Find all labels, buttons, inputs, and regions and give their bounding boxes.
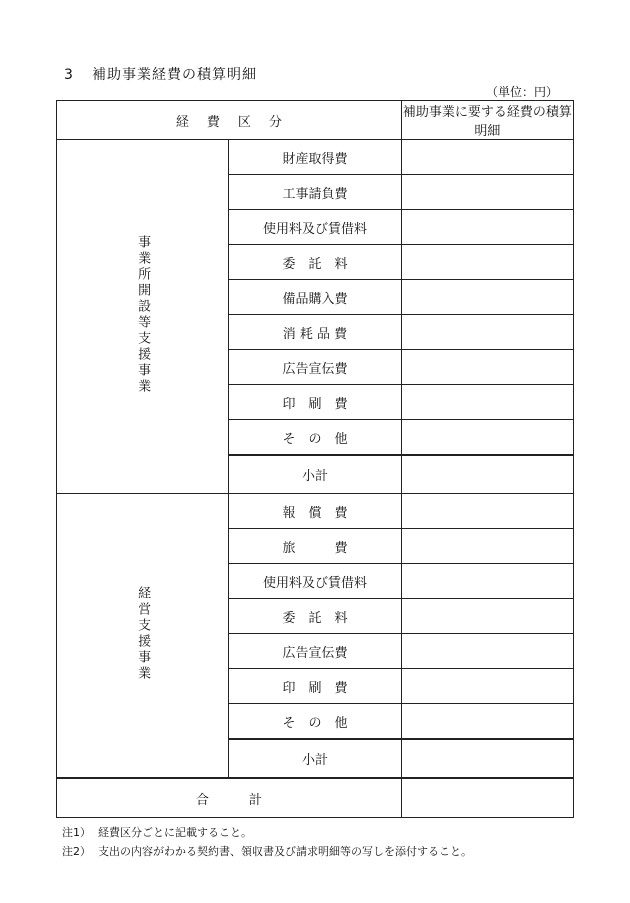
section2-category xyxy=(57,494,229,779)
detail-cell[interactable] xyxy=(401,385,573,420)
item-label: 旅 費 xyxy=(229,529,401,564)
section1-category xyxy=(57,140,229,494)
detail-cell[interactable] xyxy=(401,245,573,280)
item-label: そ の 他 xyxy=(229,704,401,740)
detail-cell[interactable] xyxy=(401,599,573,634)
note-2 xyxy=(62,842,472,861)
section-number: 3 xyxy=(64,67,74,83)
expense-table xyxy=(56,100,574,818)
item-label: 使用料及び賃借料 xyxy=(229,564,401,599)
section2-label: 経営支援事業 xyxy=(135,585,151,682)
total-cell[interactable] xyxy=(401,778,573,818)
header-category: 経費区分 xyxy=(57,101,402,140)
subtotal-label: 小計 xyxy=(229,739,401,778)
header-detail: 補助事業に要する経費の積算明細 xyxy=(401,101,573,140)
detail-cell[interactable] xyxy=(401,280,573,315)
item-label: 使用料及び賃借料 xyxy=(229,210,401,245)
detail-cell[interactable] xyxy=(401,634,573,669)
section1-label: 事業所開設等支援事業 xyxy=(135,234,151,395)
section-title: 補助事業経費の積算明細 xyxy=(92,67,257,83)
subtotal-cell[interactable] xyxy=(401,739,573,778)
note-1 xyxy=(62,823,472,842)
item-label: 工事請負費 xyxy=(229,175,401,210)
subtotal-cell[interactable] xyxy=(401,455,573,494)
table-row xyxy=(57,494,574,529)
total-row xyxy=(57,778,574,818)
item-label: 消 耗 品 費 xyxy=(229,315,401,350)
note-marker: 注1） xyxy=(62,826,91,839)
header-row xyxy=(57,101,574,140)
item-label: 印 刷 費 xyxy=(229,669,401,704)
item-label: 財産取得費 xyxy=(229,140,401,175)
unit-label: （単位：円） xyxy=(485,85,558,99)
detail-cell[interactable] xyxy=(401,669,573,704)
item-label: 委 託 料 xyxy=(229,245,401,280)
detail-cell[interactable] xyxy=(401,210,573,245)
total-label: 合計 xyxy=(57,778,402,818)
detail-cell[interactable] xyxy=(401,315,573,350)
item-label: 報 償 費 xyxy=(229,494,401,529)
subtotal-label: 小計 xyxy=(229,455,401,494)
note-marker: 注2） xyxy=(62,845,91,858)
page-title xyxy=(64,64,257,84)
table-row xyxy=(57,140,574,175)
note-text: 支出の内容がわかる契約書、領収書及び請求明細等の写しを添付すること。 xyxy=(98,845,472,858)
item-label: そ の 他 xyxy=(229,420,401,456)
detail-cell[interactable] xyxy=(401,175,573,210)
item-label: 広告宣伝費 xyxy=(229,350,401,385)
detail-cell[interactable] xyxy=(401,529,573,564)
item-label: 印 刷 費 xyxy=(229,385,401,420)
item-label: 備品購入費 xyxy=(229,280,401,315)
detail-cell[interactable] xyxy=(401,494,573,529)
detail-cell[interactable] xyxy=(401,350,573,385)
detail-cell[interactable] xyxy=(401,704,573,740)
detail-cell[interactable] xyxy=(401,140,573,175)
note-text: 経費区分ごとに記載すること。 xyxy=(98,826,252,839)
item-label: 委 託 料 xyxy=(229,599,401,634)
detail-cell[interactable] xyxy=(401,564,573,599)
detail-cell[interactable] xyxy=(401,420,573,456)
notes xyxy=(62,823,472,861)
item-label: 広告宣伝費 xyxy=(229,634,401,669)
